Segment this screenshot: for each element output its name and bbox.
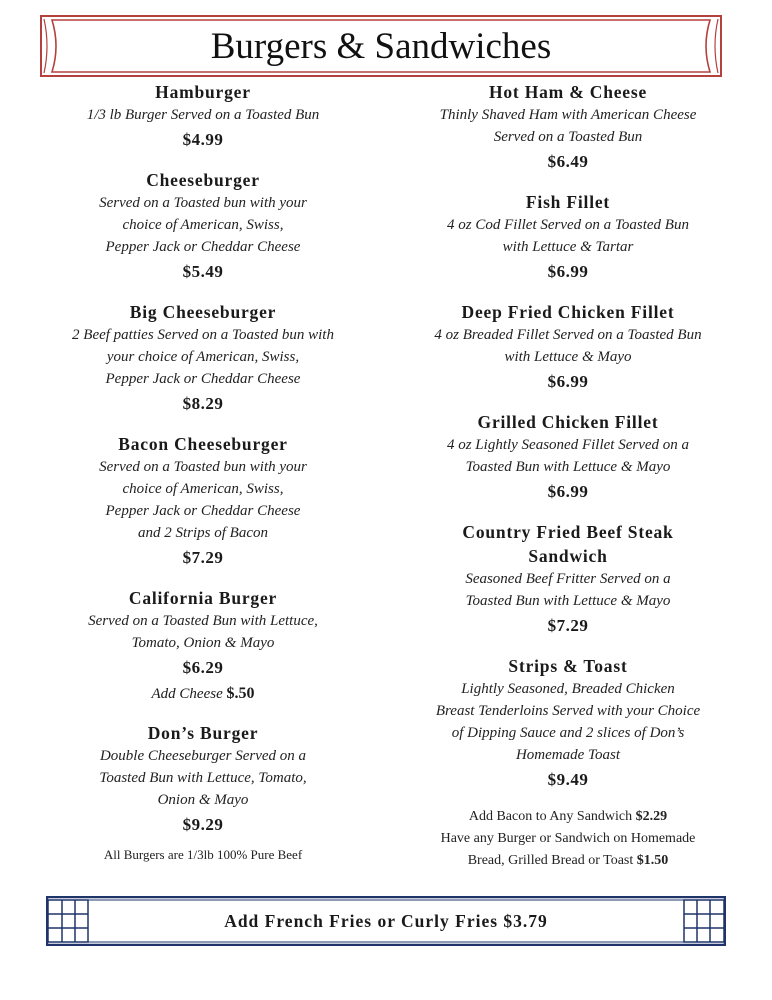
page-title: Burgers & Sandwiches [210,25,552,67]
item-description: with Lettuce & Mayo [504,349,632,365]
item-name: Country Fried Beef Steak [462,522,674,542]
fries-banner [46,896,726,946]
add-cheese-option [38,683,368,705]
item-description: Pepper Jack or Cheddar Cheese [105,503,301,519]
left-menu-column [38,80,368,865]
item-price: $6.29 [182,658,224,677]
add-bacon-label: Add Bacon to Any Sandwich [468,809,633,824]
item-description: 4 oz Lightly Seasoned Fillet Served on a [446,437,690,453]
item-description: 2 Beef patties Served on a Toasted bun with [72,327,334,343]
menu-item-bacon-cheeseburger [38,432,368,570]
item-description: 4 oz Cod Fillet Served on a Toasted Bun [447,217,689,233]
item-price: $6.99 [547,482,589,501]
item-description: Tomato, Onion & Mayo [131,635,275,651]
item-name: Hot Ham & Cheese [488,82,648,102]
item-description: Pepper Jack or Cheddar Cheese [105,239,301,255]
item-price: $8.29 [182,394,224,413]
item-description: Toasted Bun with Lettuce & Mayo [465,593,671,609]
item-name: Sandwich [528,546,608,566]
item-price: $6.99 [547,262,589,281]
bread-note-label: Bread, Grilled Bread or Toast [467,853,634,868]
menu-item-cheeseburger [38,168,368,284]
item-price: $9.29 [182,815,224,834]
menu-item-deep-fried-chicken-fillet [403,300,733,394]
item-description: Served on a Toasted bun with your [99,195,307,211]
item-name: Hamburger [155,82,251,102]
menu-item-fish-fillet [403,190,733,284]
sandwich-notes [403,806,733,872]
add-bacon-note [403,806,733,828]
item-price: $7.29 [547,616,589,635]
item-description: Served on a Toasted Bun with Lettuce, [88,613,318,629]
bread-note-line-2 [403,850,733,872]
right-menu-column [403,80,733,872]
item-name: Big Cheeseburger [129,302,277,322]
fries-addon-text: Add French Fries or Curly Fries $3.79 [224,910,548,931]
item-description: choice of American, Swiss, [122,481,284,497]
item-description: Pepper Jack or Cheddar Cheese [105,371,301,387]
item-name: Don’s Burger [147,723,259,743]
item-name: California Burger [128,588,278,608]
title-banner [40,15,722,77]
bread-note-line-1: Have any Burger or Sandwich on Homemade [440,831,696,846]
menu-item-dons-burger [38,721,368,837]
item-name: Fish Fillet [525,192,611,212]
item-description: with Lettuce & Tartar [502,239,634,255]
menu-item-big-cheeseburger [38,300,368,416]
menu-item-hamburger [38,80,368,152]
menu-item-grilled-chicken-fillet [403,410,733,504]
menu-item-strips-toast [403,654,733,792]
item-price: $7.29 [182,548,224,567]
item-description: Served on a Toasted Bun [493,129,643,145]
item-price: $4.99 [182,130,224,149]
item-description: Breast Tenderloins Served with your Choice [435,703,701,719]
menu-item-country-fried-beef-steak [403,520,733,638]
item-price: $9.49 [547,770,589,789]
bread-note-price: $1.50 [636,853,669,868]
add-bacon-price: $2.29 [635,809,668,824]
item-price: $6.99 [547,372,589,391]
item-name: Cheeseburger [146,170,260,190]
menu-item-hot-ham-cheese [403,80,733,174]
item-description: Toasted Bun with Lettuce, Tomato, [99,770,307,786]
item-description: 1/3 lb Burger Served on a Toasted Bun [86,107,320,123]
item-description: Onion & Mayo [157,792,249,808]
item-description: Thinly Shaved Ham with American Cheese [439,107,697,123]
item-description: Lightly Seasoned, Breaded Chicken [461,681,675,697]
item-description: Served on a Toasted bun with your [99,459,307,475]
item-description: and 2 Strips of Bacon [138,525,268,541]
item-description: your choice of American, Swiss, [106,349,300,365]
burger-note: All Burgers are 1/3lb 100% Pure Beef [103,847,303,862]
item-price: $6.49 [547,152,589,171]
item-description: Toasted Bun with Lettuce & Mayo [465,459,671,475]
item-description: choice of American, Swiss, [122,217,284,233]
item-description: 4 oz Breaded Fillet Served on a Toasted Bun [434,327,702,343]
addon-label: Add Cheese [151,686,223,702]
item-description: of Dipping Sauce and 2 slices of Don’s [451,725,685,741]
item-description: Homemade Toast [515,747,621,763]
item-name: Strips & Toast [508,656,628,676]
item-description: Double Cheeseburger Served on a [99,748,307,764]
item-description: Seasoned Beef Fritter Served on a [465,571,671,587]
item-name: Bacon Cheeseburger [118,434,288,454]
item-name: Grilled Chicken Fillet [477,412,659,432]
item-name: Deep Fried Chicken Fillet [461,302,675,322]
item-price: $5.49 [182,262,224,281]
menu-item-california-burger [38,586,368,705]
addon-price: $.50 [226,685,255,702]
